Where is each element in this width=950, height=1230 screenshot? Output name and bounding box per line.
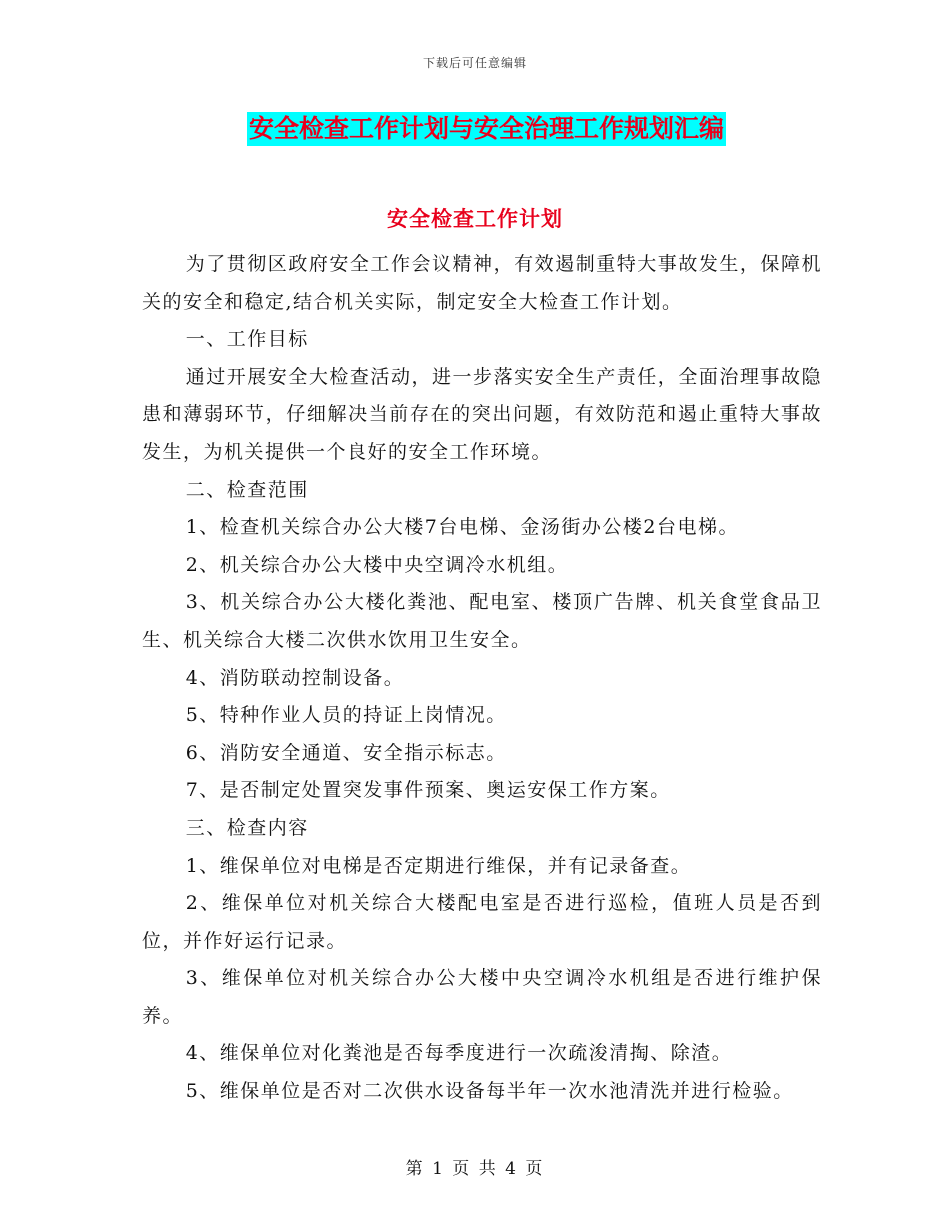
- section-title: 安全检查工作计划: [387, 206, 563, 231]
- body-text: [142, 246, 822, 1111]
- paragraph: 1、维保单位对电梯是否定期进行维保，并有记录备查。: [185, 854, 692, 877]
- paragraph: 1、检查机关综合办公大楼7台电梯、金汤街办公楼2台电梯。: [185, 516, 739, 539]
- paragraph: 为了贯彻区政府安全工作会议精神，有效遏制重特大事故发生，保障机关的安全和稳定,结合机关实际，制定安全大检查工作计划。: [142, 253, 822, 313]
- paragraph: 5、维保单位是否对二次供水设备每半年一次水池清洗并进行检验。: [185, 1080, 794, 1103]
- paragraph: 5、特种作业人员的持证上岗情况。: [185, 704, 507, 727]
- paragraph: 6、消防安全通道、安全指示标志。: [185, 741, 507, 764]
- page-footer: 第 1 页 共 4 页: [405, 1159, 545, 1179]
- paragraph: 通过开展安全大检查活动，进一步落实安全生产责任，全面治理事故隐患和薄弱环节，仔细解决当前存在的突出问题，有效防范和遏止重特大事故发生，为机关提供一个良好的安全工作环境。: [142, 365, 822, 463]
- paragraph: 3、机关综合办公大楼化粪池、配电室、楼顶广告牌、机关食堂食品卫生、机关综合大楼二次供水饮用卫生安全。: [142, 591, 822, 651]
- paragraph: 7、是否制定处置突发事件预案、奥运安保工作方案。: [185, 779, 671, 802]
- paragraph: 2、机关综合办公大楼中央空调冷水机组。: [185, 553, 569, 576]
- header-note: 下载后可任意编辑: [422, 56, 527, 70]
- paragraph: 2、维保单位对机关综合大楼配电室是否进行巡检，值班人员是否到位，并作好运行记录。: [142, 892, 822, 952]
- paragraph: 二、检查范围: [185, 478, 309, 501]
- paragraph: 三、检查内容: [185, 816, 309, 839]
- paragraph: 4、消防联动控制设备。: [185, 666, 405, 689]
- document-title: 安全检查工作计划与安全治理工作规划汇编: [247, 112, 726, 146]
- paragraph: 3、维保单位对机关综合办公大楼中央空调冷水机组是否进行维护保养。: [142, 967, 822, 1027]
- paragraph: 4、维保单位对化粪池是否每季度进行一次疏浚清掏、除渣。: [185, 1042, 733, 1065]
- paragraph: 一、工作目标: [185, 328, 309, 351]
